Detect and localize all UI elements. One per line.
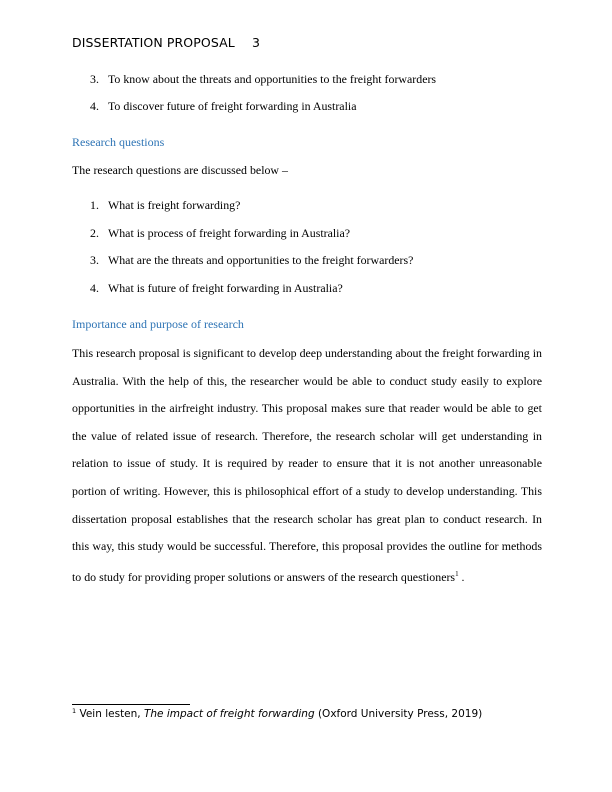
importance-paragraph xyxy=(72,340,542,591)
header-title: DISSERTATION PROPOSAL xyxy=(72,35,235,50)
list-number: 4. xyxy=(90,99,99,113)
list-text: What is freight forwarding? xyxy=(108,198,241,212)
list-number: 3. xyxy=(90,72,99,86)
footnote-title: The impact of freight forwarding xyxy=(143,708,315,720)
paragraph-text: This research proposal is significant to develop deep understanding about the freight forwarding in Australia. With the help of this, the researcher would be able to conduct study easily to explore opportunities in the airfreight industry. This proposal makes sure that reader would be able to get the value of related issue of research. Therefore, the research scholar will get understanding in relation to issue of study. It is required by reader to ensure that it is not another unreasonable portion of writing. However, this is philosophical effort of a study to develop understanding. This dissertation proposal establishes that the research scholar has great plan to conduct research. In this way, this study would be successful. Therefore, this proposal provides the outline for methods to do study for providing proper solutions or answers of the research questioners xyxy=(72,346,542,584)
list-text: What are the threats and opportunities to the freight forwarders? xyxy=(108,253,414,267)
list-number: 3. xyxy=(90,253,99,267)
list-number: 4. xyxy=(90,281,99,295)
importance-heading: Importance and purpose of research xyxy=(72,317,244,331)
footnote-marker: 1 xyxy=(72,707,77,715)
paragraph-end: . xyxy=(458,569,465,584)
list-text: What is process of freight forwarding in Australia? xyxy=(108,226,351,240)
research-questions-heading: Research questions xyxy=(72,135,165,149)
list-text: To know about the threats and opportunities to the freight forwarders xyxy=(108,72,437,86)
footnote-publisher: (Oxford University Press, 2019) xyxy=(314,708,483,720)
list-text: To discover future of freight forwarding in Australia xyxy=(108,99,357,113)
list-text: What is future of freight forwarding in Australia? xyxy=(108,281,343,295)
footnote xyxy=(72,707,482,720)
footnote-reference[interactable]: 1 xyxy=(455,569,459,578)
footnote-author: Vein lesten, xyxy=(76,708,144,720)
footnote-separator xyxy=(72,704,190,705)
list-number: 2. xyxy=(90,226,99,240)
list-number: 1. xyxy=(90,198,99,212)
research-questions-intro: The research questions are discussed below – xyxy=(72,163,288,177)
page-header xyxy=(72,35,261,50)
page-number: 3 xyxy=(252,35,261,50)
